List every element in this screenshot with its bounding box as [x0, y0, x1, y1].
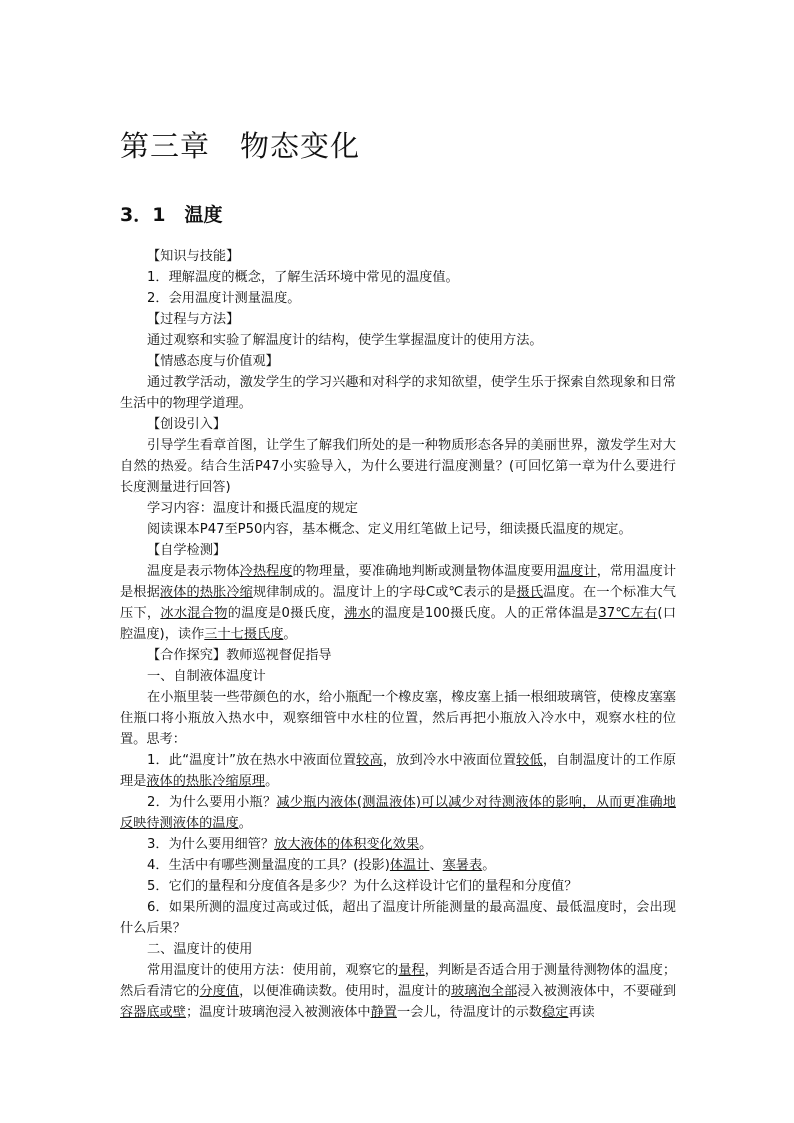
question-6: 6．如果所测的温度过高或过低，超出了温度计所能测量的最高温度、最低温度时，会出现什么后果？	[120, 900, 676, 936]
chapter-title: 第三章 物态变化	[120, 129, 361, 163]
attitude-heading: 【情感态度与价值观】	[147, 354, 279, 369]
learning-content: 学习内容：温度计和摄氏温度的规定	[147, 501, 358, 516]
question-4: 4．生活中有哪些测量温度的工具？(投影)体温计、寒暑表。	[147, 858, 496, 873]
question-1: 1．此“温度计”放在热水中液面位置较高，放到冷水中液面位置较低，自制温度计的工作原理是液体的热胀冷缩原理。	[120, 753, 677, 789]
subheading-homemade-thermometer: 一、自制液体温度计	[147, 669, 266, 684]
knowledge-item: 1．理解温度的概念，了解生活环境中常见的温度值。	[147, 270, 459, 285]
question-2: 2．为什么要用小瓶？减少瓶内液体(测温液体)可以减少对待测液体的影响，从而更准确地反映待测液体的温度。	[120, 795, 676, 831]
self-test-heading: 【自学检测】	[147, 543, 227, 558]
intro-text: 引导学生看章首图，让学生了解我们所处的是一种物质形态各异的美丽世界，激发学生对大自然的热爱。结合生活P47小实验导入，为什么要进行温度测量？(可回忆第一章为什么要进行长度测量进行回答)	[120, 438, 676, 495]
self-test-paragraph: 温度是表示物体冷热程度的物理量，要准确地判断或测量物体温度要用温度计，常用温度计是根据液体的热胀冷缩规律制成的。温度计上的字母C或℃表示的是摄氏温度。在一个标准大气压下，冰水混合物的温度是0摄氏度，沸水的温度是100摄氏度。人的正常体温是37℃左右(口腔温度)，读作三十七摄氏度。	[120, 564, 677, 642]
subheading-thermometer-usage: 二、温度计的使用	[147, 942, 253, 957]
process-heading: 【过程与方法】	[147, 312, 240, 327]
lesson-body	[120, 246, 676, 1023]
reading-instruction: 阅读课本P47至P50内容，基本概念、定义用红笔做上记号，细读摄氏温度的规定。	[147, 522, 632, 537]
knowledge-item: 2．会用温度计测量温度。	[147, 291, 301, 306]
section-title: 3．1 温度	[120, 204, 223, 226]
experiment-text: 在小瓶里装一些带颜色的水，给小瓶配一个橡皮塞，橡皮塞上插一根细玻璃管，使橡皮塞塞住瓶口将小瓶放入热水中，观察细管中水柱的位置，然后再把小瓶放入冷水中，观察水柱的位置。思考：	[120, 690, 676, 747]
question-5: 5．它们的量程和分度值各是多少？为什么这样设计它们的量程和分度值？	[147, 879, 578, 894]
usage-paragraph: 常用温度计的使用方法：使用前，观察它的量程，判断是否适合用于测量待测物体的温度；然后看清它的分度值，以便准确读数。使用时，温度计的玻璃泡全部浸入被测液体中，不要碰到容器底或壁；温度计玻璃泡浸入被测液体中静置一会儿，待温度计的示数稳定再读	[120, 963, 677, 1020]
question-3: 3．为什么要用细管？放大液体的体积变化效果。	[147, 837, 433, 852]
knowledge-heading: 【知识与技能】	[147, 249, 240, 264]
process-text: 通过观察和实验了解温度计的结构，使学生掌握温度计的使用方法。	[147, 333, 543, 348]
cooperative-heading: 【合作探究】教师巡视督促指导	[147, 648, 332, 663]
attitude-text: 通过教学活动，激发学生的学习兴趣和对科学的求知欲望，使学生乐于探索自然现象和日常生活中的物理学道理。	[120, 375, 676, 411]
intro-heading: 【创设引入】	[147, 417, 227, 432]
